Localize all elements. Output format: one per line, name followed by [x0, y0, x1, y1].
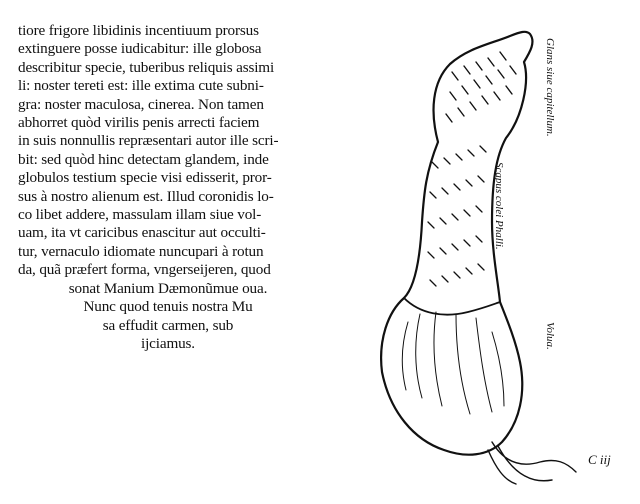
- stem-hatching: [428, 146, 486, 286]
- text-line: da, quã præfert forma, vngerseijeren, quod: [18, 261, 271, 279]
- fungus-woodcut-illustration: [380, 22, 600, 492]
- volva-hatching: [402, 312, 504, 414]
- caption-scapus: Scapus colei Phalli.: [493, 162, 505, 250]
- text-line: uam, ita vt caricibus enascitur aut occulti-: [18, 224, 266, 242]
- text-line: gra: noster maculosa, cinerea. Non tamen: [18, 95, 264, 113]
- text-line: tur, vernaculo idiomate nuncupari à rotun: [18, 242, 264, 260]
- text-line: abhorret quòd virilis penis arrecti faciem: [18, 114, 260, 132]
- centered-line: sa effudit carmen, sub: [102, 316, 234, 334]
- text-line: tiore frigore libidinis incentiuum prorsus: [18, 22, 259, 39]
- text-line: extinguere posse iudicabitur: ille globosa: [18, 40, 262, 58]
- text-line: in suis nonnullis repræsentari autor ille scri-: [18, 132, 279, 150]
- illustration-outline: [381, 32, 532, 455]
- latin-text-block: [18, 22, 338, 353]
- centered-line: Nunc quod tenuis nostra Mu: [83, 298, 253, 316]
- head-hatching: [446, 52, 516, 122]
- signature-mark: C iij: [588, 452, 611, 467]
- text-line: globulos testium specie visi edisserit, pror-: [18, 169, 272, 187]
- centered-line: sonat Manium Dæmonũmue oua.: [68, 279, 268, 297]
- volva-rim: [404, 298, 500, 315]
- caption-glans: Glans siue capitellum.: [544, 38, 556, 137]
- text-line: co libet addere, massulam illam siue vol-: [18, 206, 262, 224]
- root-tendrils: [488, 442, 576, 484]
- text-line: describitur specie, tuberibus reliquis assimi: [18, 58, 275, 76]
- text-line: sus à nostro alienum est. Illud coronidis lo-: [18, 187, 274, 205]
- text-line: li: noster tereti est: ille extima cute subni-: [18, 77, 264, 95]
- caption-volua: Volua.: [544, 322, 556, 350]
- centered-line: ijciamus.: [141, 334, 195, 352]
- text-line: bit: sed quòd hinc detectam glandem, inde: [18, 150, 269, 168]
